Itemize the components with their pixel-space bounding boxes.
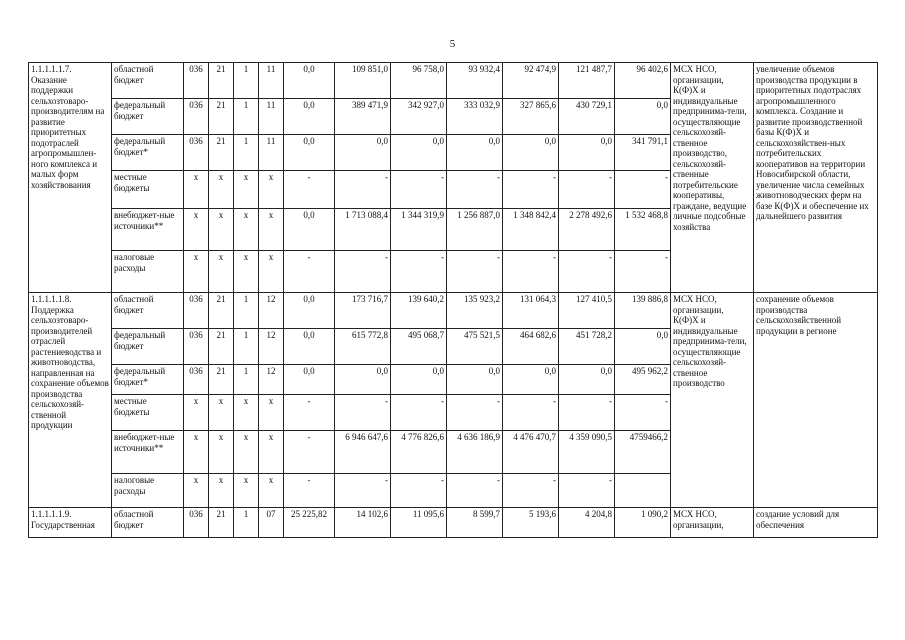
- value-cell: x: [259, 171, 284, 209]
- value-cell: 127 410,5: [559, 293, 615, 329]
- value-cell: 0,0: [284, 293, 335, 329]
- value-cell: 1: [234, 99, 259, 135]
- value-cell: 25 225,82: [284, 508, 335, 538]
- value-cell: -: [615, 395, 671, 431]
- value-cell: 0,0: [503, 135, 559, 171]
- value-cell: 2 278 492,6: [559, 209, 615, 251]
- value-cell: 327 865,6: [503, 99, 559, 135]
- value-cell: x: [259, 431, 284, 474]
- funding-source: внебюджет-ные источники**: [112, 209, 184, 251]
- value-cell: 1: [234, 63, 259, 99]
- value-cell: [615, 474, 671, 508]
- value-cell: x: [234, 474, 259, 508]
- value-cell: x: [259, 209, 284, 251]
- value-cell: 0,0: [284, 329, 335, 365]
- budget-table: [28, 62, 878, 538]
- value-cell: x: [234, 395, 259, 431]
- value-cell: 1: [234, 293, 259, 329]
- value-cell: -: [559, 474, 615, 508]
- value-cell: x: [184, 209, 209, 251]
- table-row: [29, 63, 878, 99]
- value-cell: 14 102,6: [335, 508, 391, 538]
- value-cell: 0,0: [284, 365, 335, 395]
- value-cell: -: [284, 171, 335, 209]
- value-cell: x: [259, 474, 284, 508]
- result-cell: увеличение объемов производства продукции в приоритетных подотраслях агропромышленного комплекса. Создание и развитие производственной базы К(Ф)Х и сельскохозяйствен-ных потребительских кооперативов на территории Новосибирской области, увеличение числа семейных животноводческих ферм на базе К(Ф)Х и обеспечение их дальнейшего развития: [754, 63, 878, 293]
- table-body: [29, 63, 878, 538]
- value-cell: 036: [184, 63, 209, 99]
- value-cell: 96 758,0: [391, 63, 447, 99]
- executor-cell: МСХ НСО, организации, К(Ф)Х и индивидуальные предпринима-тели, осуществляющие сельскохозяй-ственное производство: [671, 293, 754, 508]
- value-cell: 495 962,2: [615, 365, 671, 395]
- value-cell: -: [503, 395, 559, 431]
- funding-source: местные бюджеты: [112, 171, 184, 209]
- value-cell: 6 946 647,6: [335, 431, 391, 474]
- value-cell: 12: [259, 329, 284, 365]
- value-cell: 1 532 468,8: [615, 209, 671, 251]
- value-cell: 21: [209, 63, 234, 99]
- value-cell: -: [335, 395, 391, 431]
- funding-source: внебюджет-ные источники**: [112, 431, 184, 474]
- funding-source: налоговые расходы: [112, 251, 184, 293]
- value-cell: 0,0: [284, 63, 335, 99]
- funding-source: местные бюджеты: [112, 395, 184, 431]
- value-cell: x: [184, 431, 209, 474]
- value-cell: 451 728,2: [559, 329, 615, 365]
- value-cell: x: [209, 431, 234, 474]
- value-cell: x: [234, 171, 259, 209]
- value-cell: -: [559, 171, 615, 209]
- value-cell: 11: [259, 99, 284, 135]
- value-cell: 0,0: [335, 365, 391, 395]
- table-row: [29, 293, 878, 329]
- value-cell: x: [234, 209, 259, 251]
- value-cell: 8 599,7: [447, 508, 503, 538]
- value-cell: 0,0: [559, 365, 615, 395]
- value-cell: 21: [209, 329, 234, 365]
- value-cell: x: [209, 251, 234, 293]
- value-cell: 1 713 088,4: [335, 209, 391, 251]
- measure-name: 1.1.1.1.1.7. Оказание поддержки сельхозтоваро-производителям на развитие приоритетных подотраслей агропромышлен-ного комплекса и малых форм хозяйствования: [29, 63, 112, 293]
- value-cell: 121 487,7: [559, 63, 615, 99]
- value-cell: 615 772,8: [335, 329, 391, 365]
- value-cell: 0,0: [503, 365, 559, 395]
- value-cell: 464 682,6: [503, 329, 559, 365]
- value-cell: -: [559, 251, 615, 293]
- value-cell: 333 032,9: [447, 99, 503, 135]
- value-cell: x: [184, 474, 209, 508]
- value-cell: 139 640,2: [391, 293, 447, 329]
- value-cell: -: [447, 395, 503, 431]
- value-cell: 036: [184, 293, 209, 329]
- value-cell: 135 923,2: [447, 293, 503, 329]
- value-cell: 0,0: [284, 209, 335, 251]
- value-cell: 11: [259, 135, 284, 171]
- value-cell: x: [234, 251, 259, 293]
- value-cell: 4 776 826,6: [391, 431, 447, 474]
- value-cell: -: [335, 171, 391, 209]
- value-cell: 4 204,8: [559, 508, 615, 538]
- value-cell: -: [615, 251, 671, 293]
- value-cell: -: [391, 474, 447, 508]
- value-cell: 342 927,0: [391, 99, 447, 135]
- value-cell: -: [447, 251, 503, 293]
- value-cell: x: [209, 171, 234, 209]
- value-cell: 109 851,0: [335, 63, 391, 99]
- value-cell: 4 359 090,5: [559, 431, 615, 474]
- value-cell: -: [335, 474, 391, 508]
- value-cell: 1: [234, 329, 259, 365]
- funding-source: федеральный бюджет: [112, 329, 184, 365]
- executor-cell: МСХ НСО, организации,: [671, 508, 754, 538]
- value-cell: 0,0: [615, 99, 671, 135]
- result-cell: создание условий для обеспечения: [754, 508, 878, 538]
- value-cell: x: [259, 395, 284, 431]
- value-cell: 0,0: [391, 135, 447, 171]
- value-cell: 1: [234, 365, 259, 395]
- value-cell: x: [234, 431, 259, 474]
- page-number: 5: [449, 38, 456, 50]
- value-cell: 1 090,2: [615, 508, 671, 538]
- value-cell: 0,0: [284, 135, 335, 171]
- value-cell: 07: [259, 508, 284, 538]
- value-cell: 11: [259, 63, 284, 99]
- value-cell: x: [184, 171, 209, 209]
- value-cell: -: [284, 251, 335, 293]
- measure-name: 1.1.1.1.1.9. Государственная: [29, 508, 112, 538]
- value-cell: 12: [259, 365, 284, 395]
- value-cell: 5 193,6: [503, 508, 559, 538]
- value-cell: 036: [184, 99, 209, 135]
- value-cell: 21: [209, 365, 234, 395]
- value-cell: -: [447, 171, 503, 209]
- value-cell: 036: [184, 329, 209, 365]
- value-cell: 139 886,8: [615, 293, 671, 329]
- value-cell: -: [391, 251, 447, 293]
- value-cell: 036: [184, 365, 209, 395]
- funding-source: федеральный бюджет: [112, 99, 184, 135]
- value-cell: 92 474,9: [503, 63, 559, 99]
- value-cell: 21: [209, 135, 234, 171]
- value-cell: 173 716,7: [335, 293, 391, 329]
- value-cell: -: [284, 431, 335, 474]
- value-cell: -: [284, 395, 335, 431]
- value-cell: 1 348 842,4: [503, 209, 559, 251]
- value-cell: 495 068,7: [391, 329, 447, 365]
- value-cell: x: [259, 251, 284, 293]
- value-cell: 475 521,5: [447, 329, 503, 365]
- value-cell: 21: [209, 293, 234, 329]
- table-row: [29, 508, 878, 538]
- value-cell: 0,0: [447, 365, 503, 395]
- funding-source: федеральный бюджет*: [112, 135, 184, 171]
- value-cell: 389 471,9: [335, 99, 391, 135]
- value-cell: 430 729,1: [559, 99, 615, 135]
- value-cell: 036: [184, 508, 209, 538]
- value-cell: x: [209, 474, 234, 508]
- value-cell: 0,0: [284, 99, 335, 135]
- funding-source: налоговые расходы: [112, 474, 184, 508]
- value-cell: x: [184, 251, 209, 293]
- value-cell: 12: [259, 293, 284, 329]
- value-cell: 4 476 470,7: [503, 431, 559, 474]
- value-cell: -: [284, 474, 335, 508]
- funding-source: областной бюджет: [112, 63, 184, 99]
- value-cell: -: [503, 474, 559, 508]
- value-cell: -: [391, 395, 447, 431]
- executor-cell: МСХ НСО, организации, К(Ф)Х и индивидуальные предпринима-тели, осуществляющие сельскохозяй-ственное производство, сельскохозяй-ственные потребительские кооперативы, граждане, ведущие личные подсобные хозяйства: [671, 63, 754, 293]
- value-cell: -: [615, 171, 671, 209]
- value-cell: 1: [234, 508, 259, 538]
- value-cell: 4759466,2: [615, 431, 671, 474]
- value-cell: 0,0: [447, 135, 503, 171]
- value-cell: -: [559, 395, 615, 431]
- funding-source: федеральный бюджет*: [112, 365, 184, 395]
- value-cell: 1 344 319,9: [391, 209, 447, 251]
- value-cell: 0,0: [559, 135, 615, 171]
- value-cell: 131 064,3: [503, 293, 559, 329]
- value-cell: 21: [209, 99, 234, 135]
- value-cell: 4 636 186,9: [447, 431, 503, 474]
- value-cell: 1: [234, 135, 259, 171]
- value-cell: 0,0: [335, 135, 391, 171]
- value-cell: 21: [209, 508, 234, 538]
- value-cell: 0,0: [391, 365, 447, 395]
- value-cell: -: [335, 251, 391, 293]
- value-cell: 0,0: [615, 329, 671, 365]
- result-cell: сохранение объемов производства сельскохозяйственной продукции в регионе: [754, 293, 878, 508]
- value-cell: 1 256 887,0: [447, 209, 503, 251]
- value-cell: -: [503, 171, 559, 209]
- value-cell: -: [391, 171, 447, 209]
- value-cell: 036: [184, 135, 209, 171]
- funding-source: областной бюджет: [112, 508, 184, 538]
- funding-source: областной бюджет: [112, 293, 184, 329]
- value-cell: x: [209, 395, 234, 431]
- measure-name: 1.1.1.1.1.8. Поддержка сельхозтоваро-производителей отраслей растениеводства и животноводства, направленная на сохранение объемов производства сельскохозяй-ственной продукции: [29, 293, 112, 508]
- value-cell: 11 095,6: [391, 508, 447, 538]
- value-cell: -: [447, 474, 503, 508]
- value-cell: 93 932,4: [447, 63, 503, 99]
- value-cell: x: [184, 395, 209, 431]
- value-cell: -: [503, 251, 559, 293]
- value-cell: x: [209, 209, 234, 251]
- value-cell: 341 791,1: [615, 135, 671, 171]
- value-cell: 96 402,6: [615, 63, 671, 99]
